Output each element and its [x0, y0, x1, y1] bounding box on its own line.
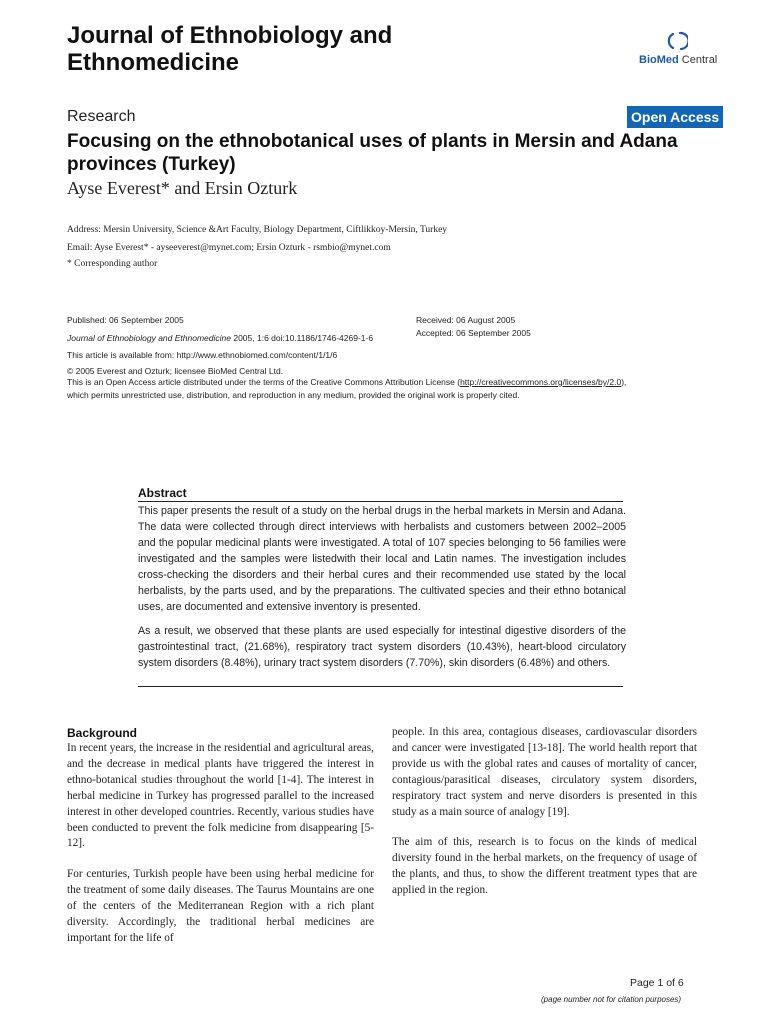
citation [67, 330, 373, 347]
body-column-left [67, 725, 374, 962]
license-text-end: ), [621, 377, 627, 387]
license-notice [67, 376, 707, 402]
citation-journal: Journal of Ethnobiology and Ethnomedicine [67, 333, 231, 343]
published-date: Published: 06 September 2005 [67, 315, 184, 325]
author-emails: Email: Ayse Everest* - ayseeverest@mynet.com; Ersin Ozturk - rsmbio@mynet.com [67, 243, 391, 253]
license-text: This is an Open Access article distributed under the terms of the Creative Commons Attribution License ( [67, 377, 461, 387]
accepted-date: Accepted: 06 September 2005 [416, 328, 531, 338]
author-address: Address: Mersin University, Science &Art Faculty, Biology Department, Ciftlikkoy-Mersin, Turkey [67, 225, 448, 235]
abstract-divider-top [138, 501, 623, 502]
article-title: Focusing on the ethnobotanical uses of plants in Mersin and Adana provinces (Turkey) [67, 131, 678, 175]
body-paragraph: For centuries, Turkish people have been using herbal medicine for the treatment of some daily diseases. The Taurus Mountains are one of the centers of the Mediterranean Region with a rich plant diversity. Accordingly, the traditional herbal medicines are important for the life of [67, 868, 374, 944]
abstract-divider-bottom [138, 686, 623, 687]
authors: Ayse Everest* and Ersin Ozturk [67, 178, 298, 198]
copyright-notice: © 2005 Everest and Ozturk; licensee BioMed Central Ltd. [67, 366, 284, 376]
open-access-badge: Open Access [627, 106, 723, 128]
biomed-swirl-icon [666, 30, 688, 52]
page-number: Page 1 of 6 [630, 977, 684, 989]
body-paragraph: The aim of this, research is to focus on the kinds of medical diversity found in the herbal markets, on the frequency of usage of the plants, and thus, to show the different treatment types that are applied in the region. [392, 836, 697, 897]
received-date: Received: 06 August 2005 [416, 315, 516, 325]
page-number-note: (page number not for citation purposes) [541, 995, 682, 1004]
citation-details: 2005, 1:6 doi:10.1186/1746-4269-1-6 [230, 333, 374, 343]
logo-wordmark: BioMed Central [639, 54, 718, 66]
journal-title: Journal of Ethnobiology and Ethnomedicine [67, 22, 393, 76]
corresponding-author-note: * Corresponding author [67, 259, 158, 269]
license-link[interactable]: http://creativecommons.org/licenses/by/2.0 [460, 377, 622, 387]
abstract-paragraph: As a result, we observed that these plants are used especially for intestinal digestive disorders of the gastrointestinal tract, (21.68%), respiratory tract system disorders (10.43%), heart-blood circulatory system disorders (8.48%), urinary tract system disorders (7.70%), skin disorders (6.48%) and others. [138, 625, 626, 669]
abstract-paragraph: This paper presents the result of a study on the herbal drugs in the herbal markets in Mersin and Adana. The data were collected through direct interviews with herbalists and customers between 2002–2005 and the popular medicinal plants were investigated. A total of 107 species belonging to 56 families were investigated and the samples were listedwith their local and Latin names. The investigation includes cross-checking the disorders and their herbal cures and their recommended use stated by the local herbalists, by the parts used, and by the preparations. The cultivated species and their ethno botanical uses, are documented and extensive inventory is presented. [138, 505, 626, 613]
section-label: Research [67, 108, 136, 125]
article-url[interactable]: This article is available from: http://www.ethnobiomed.com/content/1/1/6 [67, 350, 338, 360]
body-column-right [392, 725, 697, 914]
biomed-central-logo [628, 30, 738, 70]
body-paragraph: In recent years, the increase in the residential and agricultural areas, and the decrease in medical plants have triggered the interest in ethno-botanical studies throughout the world [1-4]. The interest in herbal medicine in Turkey has progressed parallel to the increased interest in other developed countries. Recently, various studies have been conducted to prevent the folk medicine from disappearing [5-12]. [67, 742, 374, 850]
license-text-line2: which permits unrestricted use, distribution, and reproduction in any medium, provided the original work is properly cited. [67, 390, 520, 400]
abstract-heading: Abstract [138, 486, 187, 500]
abstract-body [138, 503, 626, 679]
body-paragraph: people. In this area, contagious diseases, cardiovascular disorders and cancer were investigated [13-18]. The world health report that provide us with the global rates and causes of mortality of cancer, contagious/parasitical diseases, circulatory system disorders, respiratory tract system and nerve disorders is presented in this study as a main source of analogy [19]. [392, 726, 697, 818]
background-heading: Background [67, 726, 138, 740]
